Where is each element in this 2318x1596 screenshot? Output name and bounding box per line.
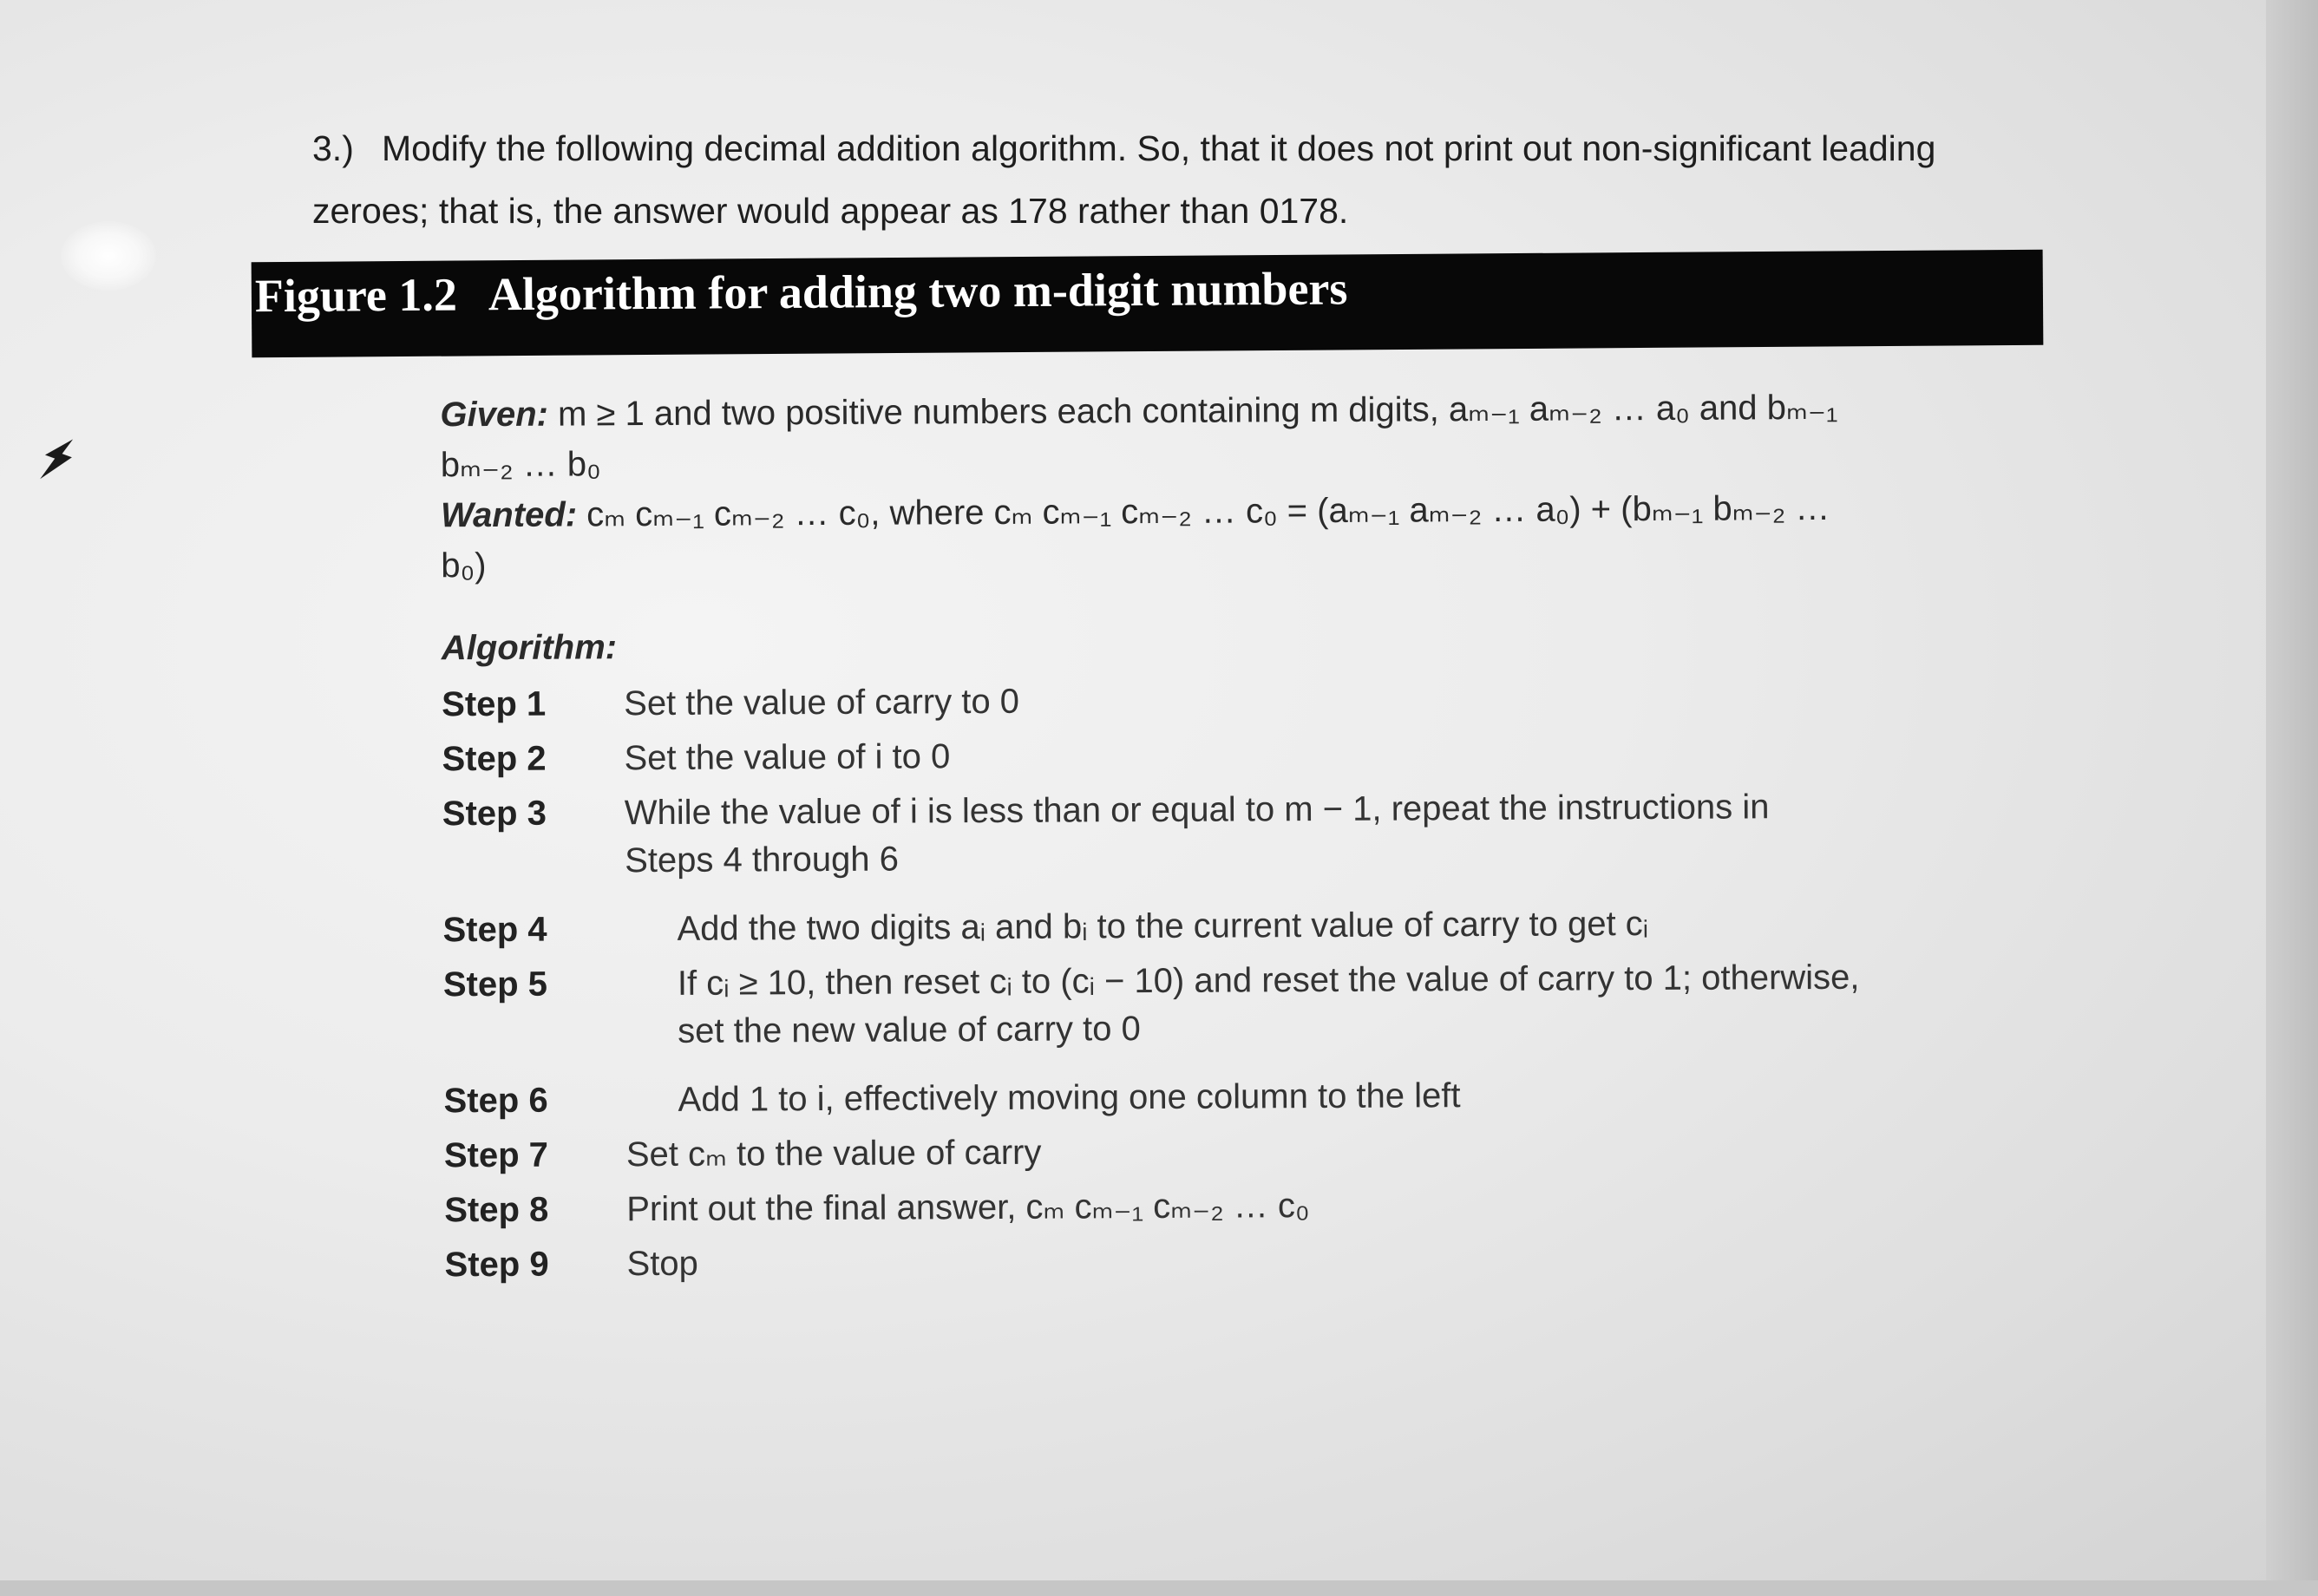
step-text: Set cₘ to the value of carry (625, 1133, 1042, 1174)
question-number: 3.) (312, 128, 354, 168)
step-text: Stop (626, 1244, 698, 1284)
step-text: Add 1 to i, effectively moving one column to the left (678, 1076, 1461, 1119)
step-label: Step 2 (442, 739, 547, 779)
step-4 (442, 899, 1865, 955)
step-label: Step 4 (442, 910, 547, 950)
monitor-bezel-right (2266, 0, 2318, 1596)
mouse-cursor-icon (39, 434, 77, 486)
step-text: Set the value of i to 0 (624, 737, 951, 778)
step-text: While the value of i is less than or equal to m − 1, repeat the instructions in Steps 4 through 6 (624, 788, 1770, 880)
figure-label: Figure 1.2 (254, 268, 458, 323)
step-7 (444, 1125, 1867, 1181)
algorithm-heading: Algorithm: (441, 628, 618, 668)
step-1 (442, 674, 1864, 729)
step-label: Step 1 (442, 684, 547, 724)
step-label: Step 9 (444, 1245, 549, 1285)
step-text: Set the value of carry to 0 (624, 682, 1020, 723)
step-8 (444, 1180, 1867, 1235)
screen-glare (61, 221, 156, 291)
step-text: If cᵢ ≥ 10, then reset cᵢ to (cᵢ − 10) and reset the value of carry to 1; otherwise, set the new value of carry to 0 (677, 958, 1860, 1050)
given-text: m ≥ 1 and two positive numbers each containing m digits, aₘ₋₁ aₘ₋₂ … a₀ and bₘ₋₁ bₘ₋₂ … b₀ (440, 388, 1838, 485)
step-label: Step 7 (443, 1135, 549, 1175)
wanted-text: cₘ cₘ₋₁ cₘ₋₂ … c₀, where cₘ cₘ₋₁ cₘ₋₂ … c₀ = (aₘ₋₁ aₘ₋₂ … a₀) + (bₘ₋₁ bₘ₋₂ … b₀) (441, 488, 1830, 585)
given-label: Given: (440, 395, 549, 435)
step-label: Step 5 (442, 965, 548, 1004)
step-5 (443, 954, 1867, 1057)
wanted-label: Wanted: (440, 495, 578, 535)
step-text: Add the two digits aᵢ and bᵢ to the current value of carry to get cᵢ (677, 905, 1649, 948)
step-label: Step 6 (443, 1081, 548, 1121)
step-label: Step 8 (444, 1190, 549, 1230)
step-text: Print out the final answer, cₘ cₘ₋₁ cₘ₋₂ … c₀ (626, 1187, 1310, 1229)
figure-title: Algorithm for adding two m-digit numbers (488, 262, 1348, 321)
figure-caption-bar (252, 250, 2044, 357)
step-label: Step 3 (442, 794, 547, 834)
step-2 (442, 729, 1864, 784)
monitor-bezel-bottom (0, 1580, 2318, 1596)
wanted-paragraph (441, 483, 1864, 592)
step-3 (442, 783, 1866, 886)
step-9 (444, 1234, 1867, 1290)
step-6 (443, 1070, 1866, 1126)
given-paragraph (440, 383, 1863, 491)
question-text: Modify the following decimal addition algorithm. So, that it does not print out non-significant leading zeroes; that is, the answer would appear as 178 rather than 0178. (312, 128, 1936, 231)
question-prompt (312, 117, 2030, 242)
algorithm-figure-body (440, 383, 1867, 1290)
